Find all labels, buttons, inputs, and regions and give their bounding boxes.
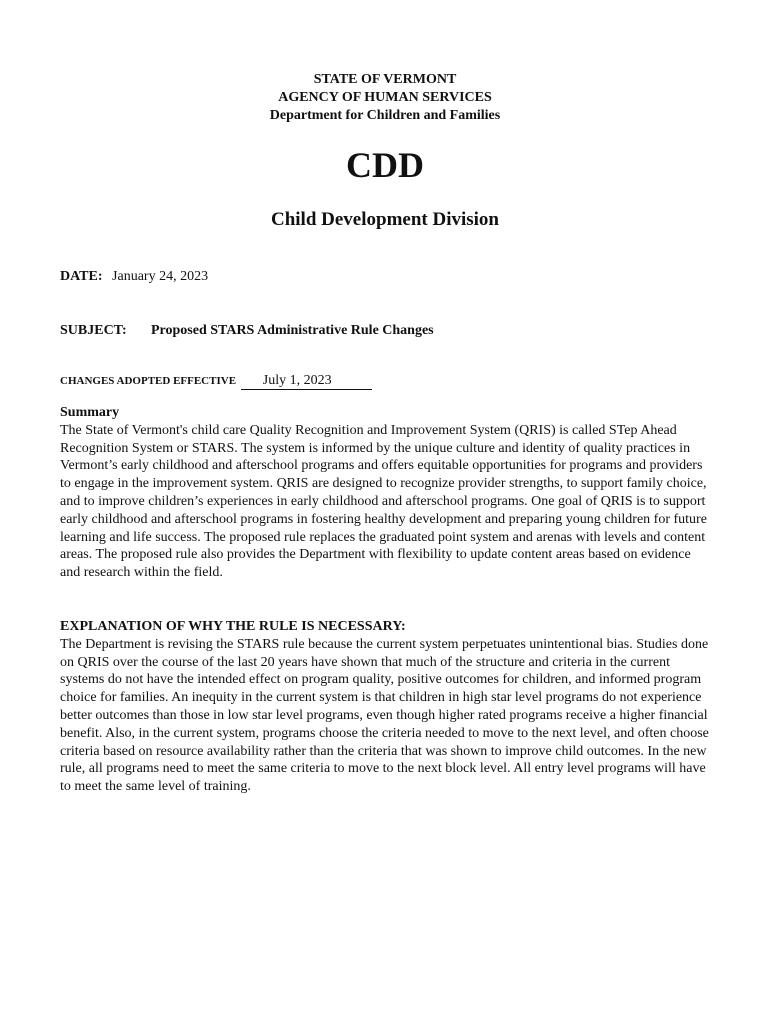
- division-acronym: CDD: [346, 145, 424, 185]
- date-line: [60, 268, 208, 286]
- date-label: DATE:: [60, 269, 103, 284]
- summary-section: [60, 404, 712, 582]
- agency-header: [0, 71, 770, 125]
- date-value: January 24, 2023: [112, 269, 209, 284]
- subject-line: [60, 322, 434, 340]
- division-title: Child Development Division: [270, 209, 500, 230]
- explanation-heading: EXPLANATION OF WHY THE RULE IS NECESSARY:: [60, 619, 406, 634]
- department-name: Department for Children and Families: [269, 108, 501, 123]
- subject-label: SUBJECT:: [60, 323, 127, 338]
- subject-value: Proposed STARS Administrative Rule Changes: [151, 323, 434, 338]
- state-name: STATE OF VERMONT: [313, 72, 457, 87]
- effective-date-line: [60, 372, 372, 390]
- summary-body: The State of Vermont's child care Quality Recognition and Improvement System (QRIS) is called STep Ahead Recognition System or STARS. The system is informed by the unique culture and identity of quality practices in Vermont’s early childhood and afterschool programs and offers equitable opportunities for programs and providers to engage in the improvement system. QRIS are designed to recognize provider strengths, to support family choice, and to improve children’s experiences in early childhood and afterschool programs. One goal of QRIS is to support early childhood and afterschool programs in fostering healthy development and preparing young children for future learning and life success. The proposed rule replaces the graduated point system and arenas with levels and content areas. The proposed rule also provides the Department with flexibility to update content areas based on evidence and research within the field.: [60, 422, 707, 581]
- explanation-section: [60, 618, 712, 796]
- effective-label: CHANGES ADOPTED EFFECTIVE: [60, 375, 237, 387]
- explanation-body: The Department is revising the STARS rule because the current system perpetuates unintentional bias. Studies done on QRIS over the course of the last 20 years have shown that much of the structure and criteria in the current systems do not have the intended effect on program quality, positive outcomes for children, and informed program choice for families. An inequity in the current system is that children in high star level programs do not experience better outcomes than those in low star level programs, even though higher rated programs receive a higher financial benefit. Also, in the current system, programs choose the criteria needed to move to the next level, and often choose criteria based on resource availability rather than the criteria that was shown to improve child outcomes. In the new rule, all programs need to meet the same criteria to move to the next block level. All entry level programs will have to meet the same level of training.: [60, 636, 709, 795]
- effective-date-value: July 1, 2023: [241, 373, 372, 390]
- summary-heading: Summary: [60, 405, 120, 420]
- agency-name: AGENCY OF HUMAN SERVICES: [278, 90, 492, 105]
